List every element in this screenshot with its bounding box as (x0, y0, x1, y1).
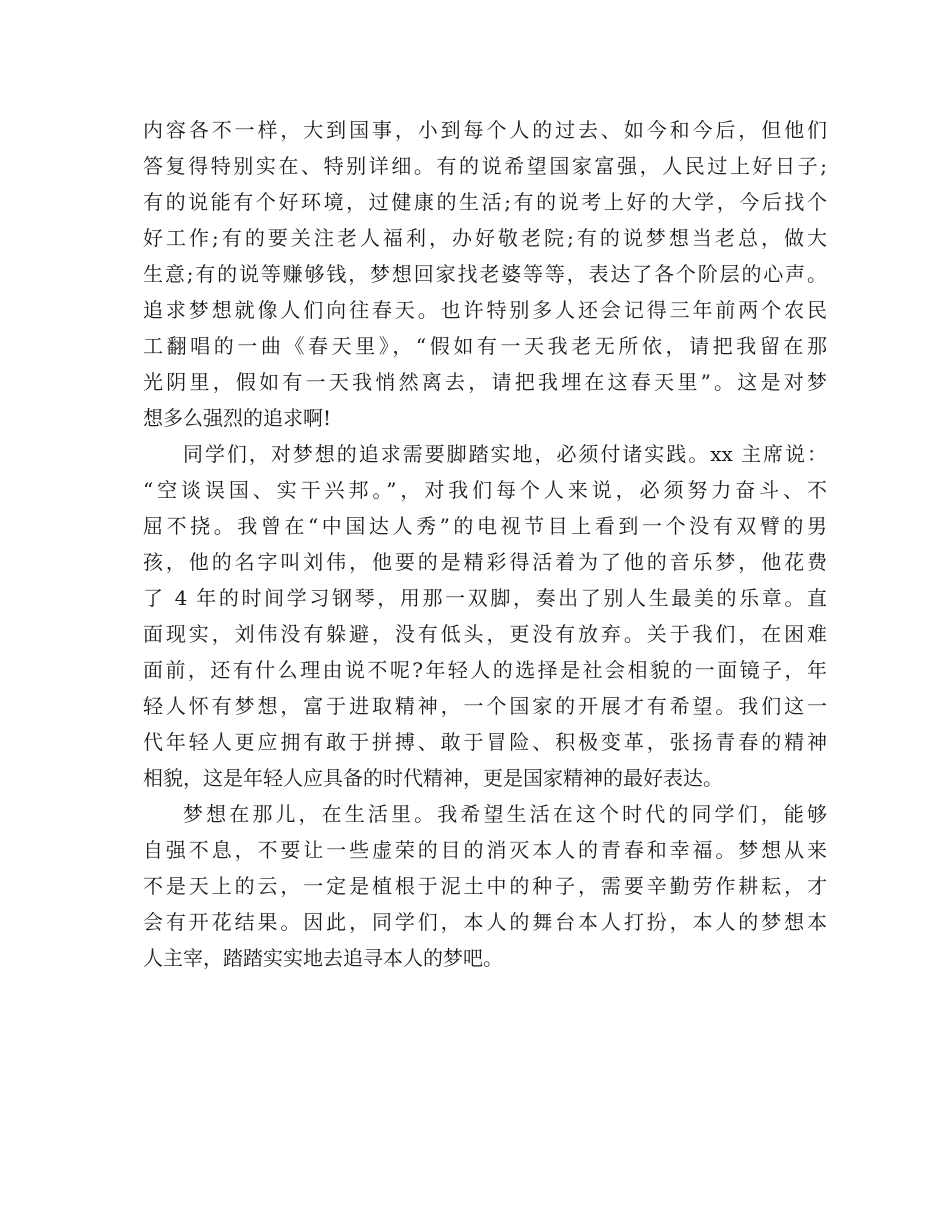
text-line: 孩，他的名字叫刘伟，他要的是精彩得活着为了他的音乐梦，他花费 (143, 550, 827, 574)
text-line-last: 相貌，这是年轻人应具备的时代精神，更是国家精神的最好表达。 (143, 766, 723, 790)
paragraph-2 (143, 436, 827, 796)
paragraph-1 (143, 112, 827, 436)
text-line-indented: 同学们，对梦想的追求需要脚踏实地，必须付诸实践。xx 主席说： (183, 442, 827, 466)
text-line: 屈不挠。我曾在“中国达人秀”的电视节目上看到一个没有双臂的男 (143, 514, 827, 538)
text-line-last: 想多么强烈的追求啊! (143, 406, 332, 430)
text-line: 有的说能有个好环境，过健康的生活;有的说考上好的大学，今后找个 (143, 190, 827, 214)
text-line-indented: 梦想在那儿，在生活里。我希望生活在这个时代的同学们，能够 (183, 802, 827, 826)
text-line: “空谈误国、实干兴邦。”，对我们每个人来说，必须努力奋斗、不 (143, 478, 827, 502)
text-line: 内容各不一样，大到国事，小到每个人的过去、如今和今后，但他们 (143, 118, 827, 142)
text-line: 面现实，刘伟没有躲避，没有低头，更没有放弃。关于我们，在困难 (143, 622, 827, 646)
text-line: 追求梦想就像人们向往春天。也许特别多人还会记得三年前两个农民 (143, 298, 827, 322)
text-line: 代年轻人更应拥有敢于拼搏、敢于冒险、积极变革，张扬青春的精神 (143, 730, 827, 754)
text-line: 工翻唱的一曲《春天里》，“假如有一天我老无所依，请把我留在那 (143, 334, 827, 358)
text-line: 轻人怀有梦想，富于进取精神，一个国家的开展才有希望。我们这一 (143, 694, 827, 718)
text-line: 答复得特别实在、特别详细。有的说希望国家富强，人民过上好日子; (143, 154, 827, 178)
text-line-last: 人主宰，踏踏实实地去追寻本人的梦吧。 (143, 946, 503, 970)
text-line: 生意;有的说等赚够钱，梦想回家找老婆等等，表达了各个阶层的心声。 (143, 262, 827, 286)
text-line: 会有开花结果。因此，同学们，本人的舞台本人打扮，本人的梦想本 (143, 910, 827, 934)
text-line: 光阴里，假如有一天我悄然离去，请把我埋在这春天里”。这是对梦 (143, 370, 827, 394)
document-body (143, 112, 827, 976)
text-line: 面前，还有什么理由说不呢?年轻人的选择是社会相貌的一面镜子，年 (143, 658, 827, 682)
text-line: 不是天上的云，一定是植根于泥土中的种子，需要辛勤劳作耕耘，才 (143, 874, 827, 898)
paragraph-3 (143, 796, 827, 976)
text-line: 好工作;有的要关注老人福利，办好敬老院;有的说梦想当老总，做大 (143, 226, 827, 250)
text-line: 了 4 年的时间学习钢琴，用那一双脚，奏出了别人生最美的乐章。直 (143, 586, 827, 610)
text-line: 自强不息，不要让一些虚荣的目的消灭本人的青春和幸福。梦想从来 (143, 838, 827, 862)
